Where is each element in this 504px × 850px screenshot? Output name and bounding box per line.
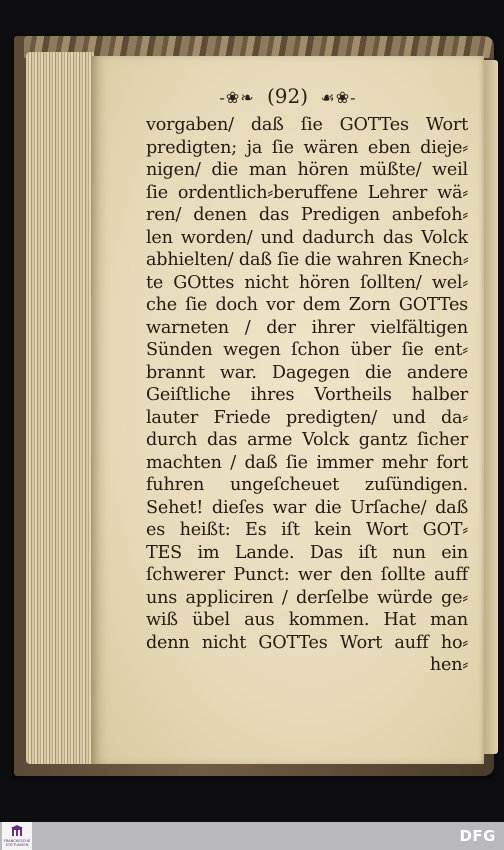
text-line: durch das arme Volck gantz ſicher xyxy=(146,430,468,450)
text-line: Sehet! dieſes war die Urſache/ daß xyxy=(146,497,468,518)
text-line: uns appliciren / derſelbe würde ge⸗ xyxy=(146,587,468,608)
ornament-left-icon: -❀❧ xyxy=(219,88,255,107)
book-page xyxy=(92,56,484,764)
text-line: wiß übel aus kommen. Hat man xyxy=(146,610,468,630)
page-number: (92) xyxy=(267,84,309,108)
cover-marbled-paper xyxy=(24,36,494,58)
ornament-right-icon: ☙❀- xyxy=(320,88,357,107)
text-line: brannt war. Dagegen die andere xyxy=(146,362,468,383)
text-line: warneten / der ihrer vielfältigen xyxy=(146,317,468,338)
text-line: vorgaben/ daß ſie GOTTes Wort xyxy=(146,115,468,135)
text-line: ren/ denen das Predigen anbefoh⸗ xyxy=(146,205,468,225)
institution-logo-icon xyxy=(10,825,24,837)
text-line: es heißt: Es iſt kein Wort GOT⸗ xyxy=(146,520,468,540)
text-line: Geiſtliche ihres Vortheils halber xyxy=(146,385,468,405)
text-line: te GOttes nicht hören ſollten/ wel⸗ xyxy=(146,272,468,293)
text-line: predigten; ja ſie wären eben dieje⸗ xyxy=(146,137,468,158)
text-line: len worden/ und dadurch das Volck xyxy=(146,227,468,248)
text-line: TES im Lande. Das iſt nun ein xyxy=(146,542,468,563)
page-header xyxy=(92,84,484,108)
opposite-page-edge xyxy=(484,60,498,754)
page-body-text xyxy=(146,114,468,677)
logo-label: FRANCKESCHE STIFTUNGEN xyxy=(3,839,31,847)
text-line: denn nicht GOTTes Wort auff ho⸗ xyxy=(146,632,468,653)
text-line: ſie ordentlich⸗beruffene Lehrer wä⸗ xyxy=(146,182,468,203)
viewer-footer-bar xyxy=(0,822,504,850)
page-edges xyxy=(26,52,94,764)
dfg-logo[interactable]: DFG xyxy=(459,827,496,845)
text-line: fuhren ungeſcheuet zuſündigen. xyxy=(146,475,468,495)
text-line: lauter Friede predigten/ und da⸗ xyxy=(146,407,468,428)
franckesche-stiftungen-logo[interactable] xyxy=(2,822,32,850)
text-line: che ſie doch vor dem Zorn GOTTes xyxy=(146,295,468,315)
text-line: machten / daß ſie immer mehr fort xyxy=(146,452,468,473)
text-line: abhielten/ daß ſie die wahren Knech⸗ xyxy=(146,250,469,270)
catchword: hen⸗ xyxy=(429,655,468,675)
text-line: Sünden wegen ſchon über ſie ent⸗ xyxy=(146,340,468,360)
text-line: nigen/ die man hören müßte/ weil xyxy=(146,160,468,180)
text-line: ſchwerer Punct: wer den ſollte auff xyxy=(146,565,468,585)
